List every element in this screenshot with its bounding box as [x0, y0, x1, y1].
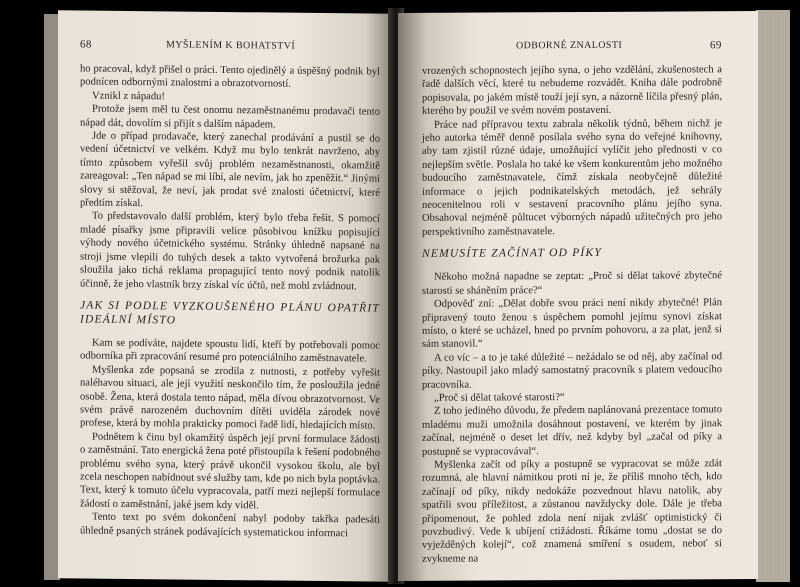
paragraph: Protože jsem měl tu čest onomu nezaměstnanému prodavači tento nápad dát, dovolím si přijít s dalším nápadem.	[80, 103, 380, 131]
paragraph: To představovalo další problém, který bylo třeba řešit. S pomocí mladé písařky jsme připravili velice působivou knížku popisující výhody nového účetnického systému. Stránky úhledně napsané na stroji jsme vlepili do tuhých desek a takto vytvořená brožurka pak sloužila jako tichá reklama propagující tento nový podnik natolik účinně, že jeho vlastník brzy získal víc účtů, než mohl zvládnout.	[80, 211, 380, 292]
page-number-right: 69	[710, 39, 722, 52]
running-head-right: ODBORNÉ ZNALOSTI	[516, 39, 623, 52]
section-heading: NEMUSÍTE ZAČÍNAT OD PÍKY	[422, 247, 602, 261]
running-head-left: MYŠLENÍM K BOHATSTVÍ	[166, 39, 296, 52]
section-heading: JAK SI PODLE VYZKOUŠENÉHO PLÁNU OPATŘIT IDEÁLNÍ MÍSTO	[80, 299, 380, 327]
paragraph: Někoho možná napadne se zeptat: „Proč si dělat takové zbytečné starosti se sháněním práce?“	[422, 270, 722, 297]
paragraph: Kam se podíváte, najdete spoustu lidí, kteří by potřebovali pomoc odborníka při zpracování resumé pro potenciálního zaměstnavatele.	[80, 337, 380, 365]
page-number-left: 68	[80, 38, 92, 51]
paragraph: vrozených schopnostech jejího syna, o jeho vzdělání, zkušenostech a řadě dalších věcí, které tu nebudeme rozvádět. Kniha dále podrobně popisovala, po jakém místě touží její syn, a názorně líčila přesný plán, kterého by použil ve svém novém postavení.	[422, 64, 722, 118]
paragraph: Odpověď zní: „Dělat dobře svou práci není nikdy zbytečné! Plán připravený touto ženou s úspěchem pomohl jejímu synovi získat místo, o které se ucházel, hned po prvním pohovoru, a za plat, jenž si sám stanovil.“	[422, 297, 722, 351]
paragraph: „Proč si dělat takové starosti?“	[434, 392, 565, 404]
paragraph: Myšlenka zde popsaná se zrodila z nutnosti, z potřeby vyřešit naléhavou situaci, ale její využití neskončilo tím, že posloužila jedné osobě. Žena, která dostala tento nápad, měla dívou obrazotvornost. Ve svém právě narozeném duchovním dítěti uviděla zárodek nové profese, která by mohla prakticky pomoci řadě lidí, hledajících místo.	[80, 364, 380, 432]
paragraph: Myšlenka začít od píky a postupně se vypracovat se může zdát rozumná, ale hlavní námitkou proti ní je, že příliš mnoho těch, kdo začínají od píky, nikdy nedokáže pozvednout hlavu natolik, aby spatřili svou příležitost, a zůstanou navždycky dole. Dále je třeba připomenout, že pohled zdola není nijak zvlášť optimistický či povzbudivý. Vede k ubíjení ctižádosti. Říkáme tomu „dostat se do vyježděných kolejí“, což znamená smíření s osudem, neboť si zvykneme na	[422, 458, 722, 565]
paragraph: Jde o případ prodavače, který zanechal prodávání a pustil se do vedení účetnictví ve velkém. Když mu bylo tenkrát navrženo, aby tímto způsobem vyřešil svůj problém nezaměstnanosti, okamžitě zareagoval: „Ten nápad se mi líbí, ale nevím, jak ho zpeněžit.“ Jinými slovy si stěžoval, že neví, jak prodat své znalosti účetnictví, které předtím získal.	[80, 130, 380, 210]
paragraph: Tento text po svém dokončení nabyl podoby takřka padesáti úhledně psaných stránek podávajících systematickou informaci	[80, 511, 380, 539]
left-page	[58, 10, 392, 581]
paragraph: Práce nad přípravou textu zabrala několik týdnů, během nichž je jeho autorka téměř denně posílala svého syna do veřejné knihovny, aby tam zjistil různé údaje, umožňující vylíčit jeho přednosti v co nejlepším světle. Poslala ho také ke všem konkurentům jeho možného budoucího zaměstnavatele, čímž získala neobyčejně důležité informace o jejich podnikatelských metodách, jež sehrály neocenitelnou roli v sestavení pracovního plánu jejího syna. Obsahoval nejméně půltucet výborných nápadů užitečných pro jeho perspektivního zaměstnavatele.	[422, 117, 722, 238]
left-page-text	[80, 62, 380, 540]
paragraph: A co víc – a to je také důležité – nežádalo se od něj, aby začínal od píky. Nastoupil jako mladý samostatný pracovník s platem vedoucího pracovníka.	[422, 350, 722, 391]
paragraph: Z toho jediného důvodu, že předem naplánovaná prezentace tomuto mladému muži umožnila dosáhnout postavení, ve kterém by jinak začínal, nejméně o deset let dřív, než kdyby byl „začal od píky a postupně se vypracovával“.	[422, 404, 722, 458]
right-page-edges	[756, 10, 790, 582]
right-page	[398, 11, 758, 581]
right-page-text	[422, 63, 722, 566]
paragraph: Podnětem k činu byl okamžitý úspěch její první formulace žádosti o zaměstnání. Tato energická žena poté přistoupila k řešení podobného problému svého syna, který právě ukončil vysokou školu, ale byl zcela neschopen nabídnout své služby tam, kde po nich byla poptávka. Text, který k tomuto účelu vypracovala, patří mezi nejlepší formulace žádostí o zaměstnání, jaké jsem kdy viděl.	[80, 431, 380, 512]
paragraph: ho pracoval, když přišel o práci. Tento ojedinělý a úspěšný podnik byl podnícen odbornými znalostmi a obrazotvorností.	[80, 63, 380, 91]
paragraph: Vznikl z nápadu!	[92, 90, 165, 103]
